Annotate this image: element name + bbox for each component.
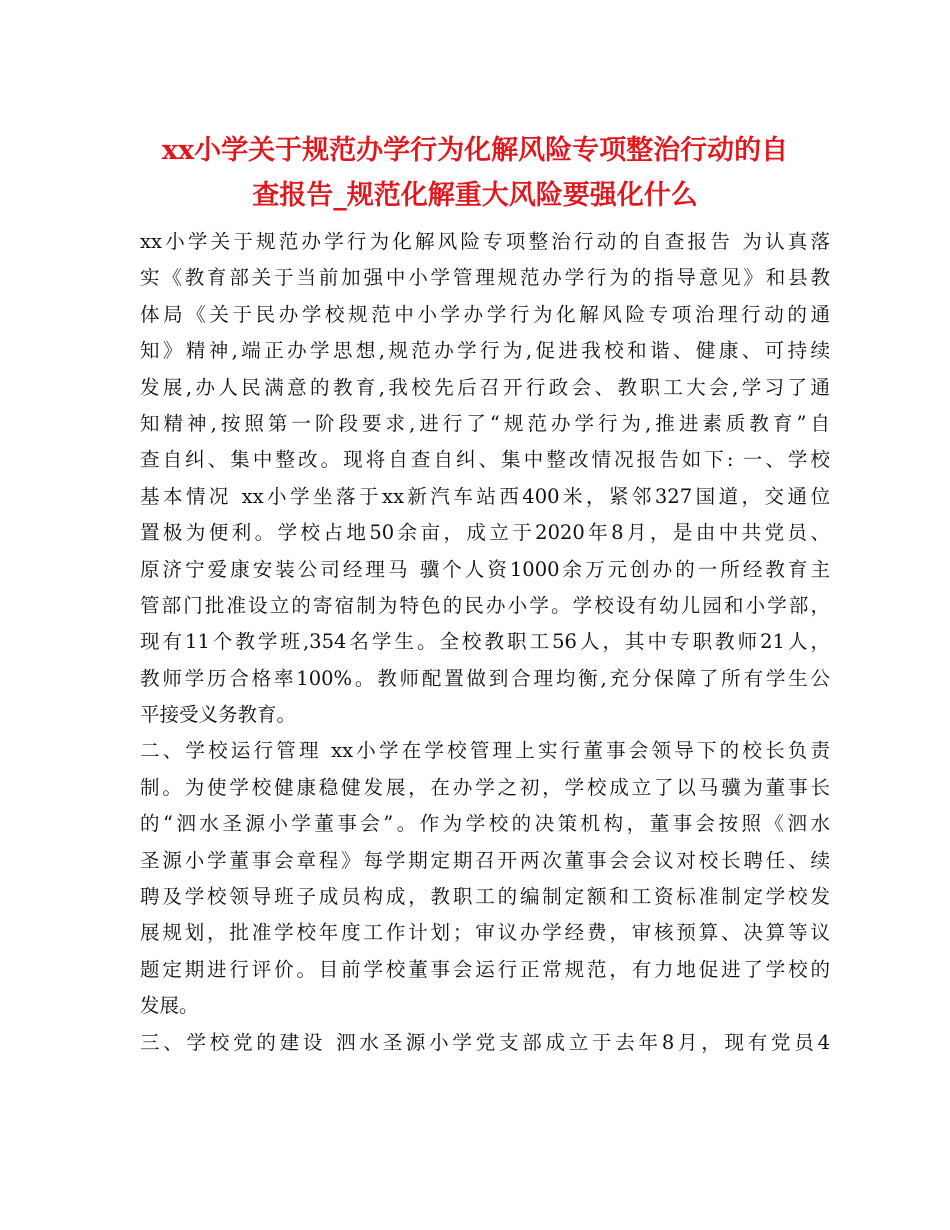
body-line: 发展。 xyxy=(140,994,199,1018)
body-line: 制。为使学校健康稳健发展，在办学之初，学校成立了以马骥为董事长 xyxy=(140,775,830,799)
body-line: 二、学校运行管理 xx小学在学校管理上实行董事会领导下的校长负责 xyxy=(140,739,830,763)
body-line: xx小学关于规范办学行为化解风险专项整治行动的自查报告 为认真落 xyxy=(140,230,830,253)
document-body xyxy=(140,224,830,1061)
body-line: 查自纠、集中整改。现将自查自纠、集中整改情况报告如下: 一、学校 xyxy=(140,448,830,472)
body-line: 实《教育部关于当前加强中小学管理规范办学行为的指导意见》和县教 xyxy=(140,266,830,290)
title-line-2: 查报告_规范化解重大风险要强化什么 xyxy=(252,180,698,211)
body-line: 知精神,按照第一阶段要求,进行了“规范办学行为,推进素质教育”自 xyxy=(140,411,830,435)
body-line: 平接受义务教育。 xyxy=(140,703,297,727)
body-line: 现有11个教学班,354名学生。全校教职工56人，其中专职教师21人， xyxy=(140,630,830,654)
body-line: 教师学历合格率100%。教师配置做到合理均衡,充分保障了所有学生公 xyxy=(140,666,830,690)
body-line: 知》精神,端正办学思想,规范办学行为,促进我校和谐、健康、可持续 xyxy=(140,339,830,363)
body-line: 展规划，批准学校年度工作计划；审议办学经费，审核预算、决算等议 xyxy=(140,921,830,945)
body-line: 题定期进行评价。目前学校董事会运行正常规范，有力地促进了学校的 xyxy=(140,957,830,981)
body-line: 原济宁爱康安装公司经理马 骥个人资1000余万元创办的一所经教育主 xyxy=(140,557,830,581)
body-line: 体局《关于民办学校规范中小学办学行为化解风险专项治理行动的通 xyxy=(140,302,830,326)
body-line: 聘及学校领导班子成员构成，教职工的编制定额和工资标准制定学校发 xyxy=(140,885,830,909)
document-title xyxy=(120,128,830,218)
body-line: 圣源小学董事会章程》每学期定期召开两次董事会会议对校长聘任、续 xyxy=(140,848,830,872)
body-line: 基本情况 xx小学坐落于xx新汽车站西400米，紧邻327国道，交通位 xyxy=(140,484,830,508)
body-line: 管部门批准设立的寄宿制为特色的民办小学。学校设有幼儿园和小学部， xyxy=(140,593,830,617)
body-line: 的“泗水圣源小学董事会”。作为学校的决策机构，董事会按照《泗水 xyxy=(140,812,830,836)
body-line: 三、学校党的建设 泗水圣源小学党支部成立于去年8月，现有党员4 xyxy=(140,1030,830,1054)
title-line-1: xx小学关于规范办学行为化解风险专项整治行动的自 xyxy=(161,135,789,166)
body-line: 发展,办人民满意的教育,我校先后召开行政会、教职工大会,学习了通 xyxy=(140,375,830,399)
body-line: 置极为便利。学校占地50余亩，成立于2020年8月，是由中共党员、 xyxy=(140,521,830,545)
